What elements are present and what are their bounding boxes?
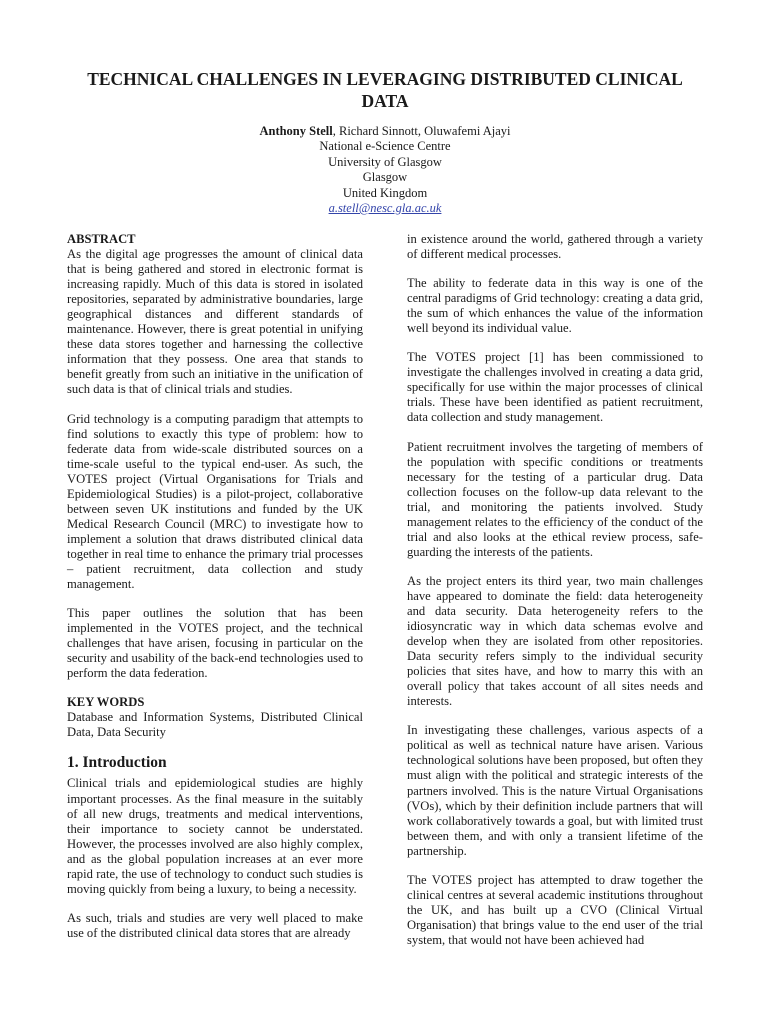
abstract-paragraph: This paper outlines the solution that has been implemented in the VOTES project, and the technical challenges that have arisen, focusing in particular on the security and usability of the back-end technologies used to perform the data federation. [67, 606, 363, 681]
intro-paragraph: Clinical trials and epidemiological studies are highly important processes. As the final measure in the suitably of all new drugs, treatments and medical interventions, their importance to society cannot be understated. However, the processes involved are also highly complex, and as the global population increases at an ever more rapid rate, the use of technology to conduct such studies is moving quickly from being a luxury, to being a necessity. [67, 776, 363, 896]
abstract-paragraph: Grid technology is a computing paradigm that attempts to find solutions to exactly this type of problem: how to federate data from wide-scale distributed sources on a time-scale useful to the typical end-user. As such, the VOTES project (Virtual Organisations for Trials and Epidemiological Studies) is a pilot-project, collaborative between seven UK institutions and funded by the UK Medical Research Council (MRC) to investigate how to implement a solution that draws distributed clinical data together in real time to enhance the primary trial processes – patient recruitment, data collection and study management. [67, 411, 363, 592]
lead-author: Anthony Stell [259, 124, 333, 138]
left-column [67, 232, 363, 955]
abstract-heading: ABSTRACT [67, 232, 136, 246]
author-email-link[interactable]: a.stell@nesc.gla.ac.uk [328, 201, 442, 216]
introduction-heading: 1. Introduction [67, 754, 167, 772]
intro-paragraph: As the project enters its third year, two main challenges have appeared to dominate the field: data heterogeneity and data security. Data heterogeneity refers to the idiosyncratic way in which data schemas evolve and develop when they are isolated from other repositories. Data security refers simply to the individual security policies that sites have, and how to marry this with an overall policy that takes account of all sites needs and interests. [407, 573, 703, 709]
keywords-text: Database and Information Systems, Distributed Clinical Data, Data Security [67, 710, 363, 740]
right-column [407, 232, 703, 962]
intro-paragraph: in existence around the world, gathered through a variety of different medical processes. [407, 232, 703, 262]
affiliation-line: United Kingdom [342, 185, 428, 200]
keywords-heading: KEY WORDS [67, 695, 145, 710]
intro-paragraph: As such, trials and studies are very well placed to make use of the distributed clinical data stores that are already [67, 910, 363, 940]
co-authors: , Richard Sinnott, Oluwafemi Ajayi [332, 124, 511, 138]
intro-paragraph: In investigating these challenges, various aspects of a political as well as technical nature have arisen. Various technological solutions have been proposed, but often they must align with the political and strategic interests of the partners involved. This is the nature Virtual Organisations (VOs), which by their definition include partners that will work collaboratively towards a goal, but with limited trust between them, and with only a transient lifetime of the partnership. [407, 723, 703, 858]
intro-paragraph: The VOTES project has attempted to draw together the clinical centres at several academic institutions throughout the UK, and has built up a CVO (Clinical Virtual Organisation) that brings value to the end user of the trial system, that would not have been achieved had [407, 872, 703, 947]
affiliation-line: University of Glasgow [328, 154, 442, 169]
intro-paragraph: Patient recruitment involves the targeting of members of the population with specific conditions or treatments necessary for the testing of a particular drug. Data collection focuses on the follow-up data relevant to the trial, and monitoring the patients involved. Study management relates to the efficiency of the conduct of the trial and also looks at the ethical review process, safe-guarding the interests of the patients. [407, 439, 703, 559]
intro-paragraph: The VOTES project [1] has been commissioned to investigate the challenges involved in creating a data grid, specifically for use within the major processes of clinical trials. These have been identified as patient recruitment, data collection and study management. [407, 350, 703, 425]
paper-title: TECHNICAL CHALLENGES IN LEVERAGING DISTRIBUTED CLINICAL DATA [87, 69, 683, 111]
author-block [150, 124, 620, 216]
intro-paragraph: The ability to federate data in this way is one of the central paradigms of Grid technology: creating a data grid, the sum of which enhances the value of the information well beyond its individual value. [407, 276, 703, 336]
affiliation-line: Glasgow [362, 170, 408, 185]
abstract-paragraph: As the digital age progresses the amount of clinical data that is being gathered and stored in electronic format is increasing rapidly. Much of this data is stored in isolated repositories, separated by administrative boundaries, large geographical distances and different standards of maintenance. However, there is great potential in unifying these data stores together and harnessing the collective information that they possess. One area that stands to benefit greatly from such an initiative in the unification of such data is that of clinical trials and studies. [67, 247, 363, 397]
affiliation-line: National e-Science Centre [319, 139, 451, 154]
author-names [150, 124, 620, 139]
